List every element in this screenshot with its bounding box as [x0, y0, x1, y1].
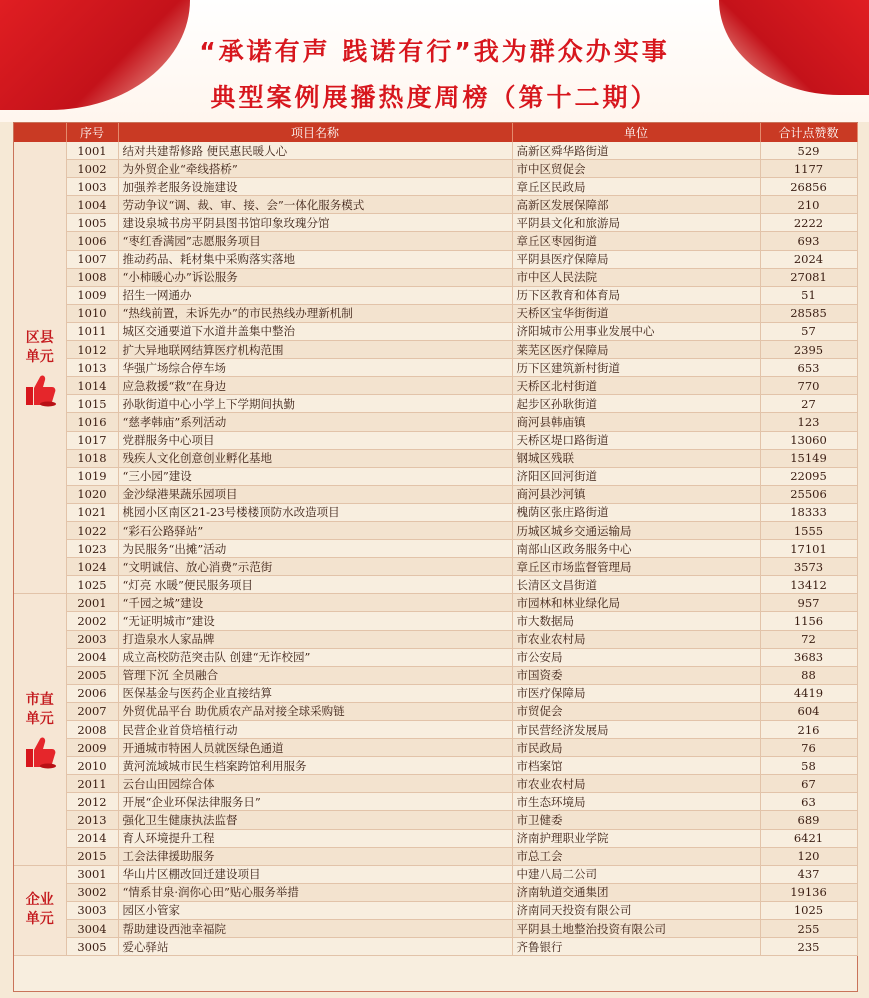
cell-project: 金沙绿港果蔬乐园项目 — [118, 485, 512, 503]
cell-seq: 2003 — [66, 630, 118, 648]
cell-unit: 市国资委 — [512, 666, 760, 684]
cell-seq: 1016 — [66, 413, 118, 431]
cell-seq: 2008 — [66, 721, 118, 739]
cell-likes: 17101 — [760, 540, 857, 558]
cell-unit: 章丘区民政局 — [512, 178, 760, 196]
table-row — [14, 250, 857, 268]
cell-seq: 3005 — [66, 938, 118, 956]
table-row — [14, 901, 857, 919]
cell-project: 劳动争议“调、裁、审、接、会”一体化服务模式 — [118, 196, 512, 214]
table-row — [14, 178, 857, 196]
cell-project: 党群服务中心项目 — [118, 431, 512, 449]
cell-likes: 22095 — [760, 467, 857, 485]
table-row — [14, 576, 857, 594]
cell-seq: 1006 — [66, 232, 118, 250]
cell-unit: 历城区城乡交通运输局 — [512, 521, 760, 539]
table-row — [14, 196, 857, 214]
table-row — [14, 648, 857, 666]
cell-likes: 27 — [760, 395, 857, 413]
cell-likes: 1156 — [760, 612, 857, 630]
group-label-cell — [14, 594, 66, 865]
cell-unit: 济南同天投资有限公司 — [512, 901, 760, 919]
cell-project: 建设泉城书房平阴县图书馆印象玫瑰分馆 — [118, 214, 512, 232]
cell-project: “慈孝韩庙”系列活动 — [118, 413, 512, 431]
cell-likes: 19136 — [760, 883, 857, 901]
cell-likes: 51 — [760, 286, 857, 304]
cell-likes: 2024 — [760, 250, 857, 268]
cell-seq: 1015 — [66, 395, 118, 413]
cell-likes: 235 — [760, 938, 857, 956]
cell-seq: 1025 — [66, 576, 118, 594]
cell-unit: 南部山区政务服务中心 — [512, 540, 760, 558]
cell-project: 城区交通要道下水道井盖集中整治 — [118, 322, 512, 340]
cell-seq: 1001 — [66, 142, 118, 160]
cell-seq: 2010 — [66, 757, 118, 775]
cell-unit: 莱芜区医疗保障局 — [512, 341, 760, 359]
table-row — [14, 739, 857, 757]
cell-unit: 市公安局 — [512, 648, 760, 666]
table-row — [14, 286, 857, 304]
cell-project: 华强广场综合停车场 — [118, 359, 512, 377]
group-label-cell — [14, 865, 66, 955]
cell-project: “情系甘泉·润你心田”贴心服务举措 — [118, 883, 512, 901]
cell-unit: 章丘区市场监督管理局 — [512, 558, 760, 576]
cell-unit: 市中区贸促会 — [512, 160, 760, 178]
cell-unit: 中建八局二公司 — [512, 865, 760, 883]
cell-project: 推动药品、耗材集中采购落实落地 — [118, 250, 512, 268]
cell-seq: 1021 — [66, 503, 118, 521]
cell-project: 强化卫生健康执法监督 — [118, 811, 512, 829]
cell-unit: 市民营经济发展局 — [512, 721, 760, 739]
cell-likes: 653 — [760, 359, 857, 377]
cell-project: 医保基金与医药企业直接结算 — [118, 684, 512, 702]
cell-project: 民营企业首贷培植行动 — [118, 721, 512, 739]
cell-project: “千园之城”建设 — [118, 594, 512, 612]
cell-likes: 2222 — [760, 214, 857, 232]
cell-project: 育人环境提升工程 — [118, 829, 512, 847]
cell-seq: 1018 — [66, 449, 118, 467]
cell-unit: 市卫健委 — [512, 811, 760, 829]
cell-project: “枣红香满园”志愿服务项目 — [118, 232, 512, 250]
table-row — [14, 540, 857, 558]
cell-likes: 210 — [760, 196, 857, 214]
cell-project: 为民服务“出摊”活动 — [118, 540, 512, 558]
cell-seq: 1013 — [66, 359, 118, 377]
cell-likes: 689 — [760, 811, 857, 829]
cell-likes: 13412 — [760, 576, 857, 594]
cell-project: 应急救援“救”在身边 — [118, 377, 512, 395]
cell-likes: 2395 — [760, 341, 857, 359]
thumbs-up-icon — [14, 373, 66, 407]
cell-seq: 3001 — [66, 865, 118, 883]
cell-project: 扩大异地联网结算医疗机构范围 — [118, 341, 512, 359]
cell-seq: 1009 — [66, 286, 118, 304]
table-row — [14, 684, 857, 702]
cell-seq: 2011 — [66, 775, 118, 793]
cell-project: 为外贸企业“牵线搭桥” — [118, 160, 512, 178]
page-title-line2: 典型案例展播热度周榜（第十二期） — [210, 83, 659, 112]
table-row — [14, 847, 857, 865]
table-row — [14, 395, 857, 413]
table-row — [14, 322, 857, 340]
cell-unit: 市中区人民法院 — [512, 268, 760, 286]
table-row — [14, 503, 857, 521]
table-row — [14, 467, 857, 485]
cell-project: 云台山田园综合体 — [118, 775, 512, 793]
cell-unit: 高新区舜华路街道 — [512, 142, 760, 160]
cell-project: “三小园”建设 — [118, 467, 512, 485]
table-row — [14, 666, 857, 684]
cell-likes: 3573 — [760, 558, 857, 576]
table-row — [14, 883, 857, 901]
cell-likes: 25506 — [760, 485, 857, 503]
cell-unit: 济阳城市公用事业发展中心 — [512, 322, 760, 340]
table-row — [14, 811, 857, 829]
cell-unit: 济南护理职业学院 — [512, 829, 760, 847]
cell-seq: 2002 — [66, 612, 118, 630]
cell-project: 帮助建设西池幸福院 — [118, 920, 512, 938]
cell-unit: 市园林和林业绿化局 — [512, 594, 760, 612]
cell-seq: 1017 — [66, 431, 118, 449]
cell-seq: 1024 — [66, 558, 118, 576]
table-row — [14, 630, 857, 648]
header-unit: 单位 — [512, 123, 760, 142]
table-row — [14, 142, 857, 160]
cell-seq: 2005 — [66, 666, 118, 684]
cell-likes: 72 — [760, 630, 857, 648]
cell-unit: 齐鲁银行 — [512, 938, 760, 956]
table-row — [14, 413, 857, 431]
cell-unit: 市生态环境局 — [512, 793, 760, 811]
ranking-table — [14, 123, 858, 956]
table-row — [14, 558, 857, 576]
cell-project: “小柿暖心办”诉讼服务 — [118, 268, 512, 286]
table-row — [14, 702, 857, 720]
cell-unit: 市农业农村局 — [512, 630, 760, 648]
cell-project: 华山片区棚改回迁建设项目 — [118, 865, 512, 883]
cell-project: 结对共建帮修路 便民惠民暖人心 — [118, 142, 512, 160]
cell-seq: 1023 — [66, 540, 118, 558]
cell-seq: 1014 — [66, 377, 118, 395]
cell-project: 黄河流域城市民生档案跨馆利用服务 — [118, 757, 512, 775]
table-row — [14, 485, 857, 503]
table-row — [14, 341, 857, 359]
table-body — [14, 142, 857, 956]
table-row — [14, 359, 857, 377]
cell-seq: 1012 — [66, 341, 118, 359]
cell-unit: 高新区发展保障部 — [512, 196, 760, 214]
cell-likes: 67 — [760, 775, 857, 793]
cell-seq: 1007 — [66, 250, 118, 268]
cell-unit: 市档案馆 — [512, 757, 760, 775]
cell-project: “文明诚信、放心消费”示范街 — [118, 558, 512, 576]
cell-likes: 693 — [760, 232, 857, 250]
cell-unit: 天桥区宝华街街道 — [512, 304, 760, 322]
cell-project: 招生一网通办 — [118, 286, 512, 304]
cell-seq: 2015 — [66, 847, 118, 865]
cell-project: “热线前置，未诉先办”的市民热线办理新机制 — [118, 304, 512, 322]
table-row — [14, 268, 857, 286]
cell-project: “灯亮 水暖”便民服务项目 — [118, 576, 512, 594]
page-header — [0, 0, 869, 122]
cell-unit: 天桥区堤口路街道 — [512, 431, 760, 449]
cell-project: 成立高校防范突击队 创建“无诈校园” — [118, 648, 512, 666]
cell-likes: 28585 — [760, 304, 857, 322]
cell-likes: 3683 — [760, 648, 857, 666]
cell-likes: 529 — [760, 142, 857, 160]
table-row — [14, 431, 857, 449]
cell-seq: 1003 — [66, 178, 118, 196]
table-row — [14, 521, 857, 539]
cell-likes: 6421 — [760, 829, 857, 847]
cell-seq: 1004 — [66, 196, 118, 214]
table-row — [14, 612, 857, 630]
page-title-line1: “承诺有声 践诺有行”我为群众办实事 — [199, 37, 670, 66]
table-row — [14, 214, 857, 232]
cell-unit: 长清区文昌街道 — [512, 576, 760, 594]
cell-unit: 平阴县文化和旅游局 — [512, 214, 760, 232]
cell-project: 加强养老服务设施建设 — [118, 178, 512, 196]
cell-unit: 历下区教育和体育局 — [512, 286, 760, 304]
cell-unit: 商河县韩庙镇 — [512, 413, 760, 431]
cell-project: 爱心驿站 — [118, 938, 512, 956]
table-row — [14, 377, 857, 395]
cell-project: 残疾人文化创意创业孵化基地 — [118, 449, 512, 467]
header-project: 项目名称 — [118, 123, 512, 142]
cell-unit: 济南轨道交通集团 — [512, 883, 760, 901]
cell-likes: 1177 — [760, 160, 857, 178]
cell-project: 开通城市特困人员就医绿色通道 — [118, 739, 512, 757]
header-group — [14, 123, 66, 142]
cell-likes: 4419 — [760, 684, 857, 702]
cell-seq: 1011 — [66, 322, 118, 340]
cell-project: 开展“企业环保法律服务日” — [118, 793, 512, 811]
table-row — [14, 721, 857, 739]
cell-seq: 2012 — [66, 793, 118, 811]
cell-likes: 13060 — [760, 431, 857, 449]
cell-unit: 济阳区回河街道 — [512, 467, 760, 485]
cell-seq: 3003 — [66, 901, 118, 919]
cell-unit: 天桥区北村街道 — [512, 377, 760, 395]
cell-likes: 88 — [760, 666, 857, 684]
table-row — [14, 304, 857, 322]
cell-likes: 255 — [760, 920, 857, 938]
cell-seq: 2004 — [66, 648, 118, 666]
cell-seq: 3002 — [66, 883, 118, 901]
cell-unit: 市农业农村局 — [512, 775, 760, 793]
cell-seq: 2007 — [66, 702, 118, 720]
cell-likes: 957 — [760, 594, 857, 612]
table-row — [14, 775, 857, 793]
cell-seq: 2013 — [66, 811, 118, 829]
group-label: 市直单元 — [25, 691, 54, 727]
ranking-table-container — [13, 122, 858, 992]
cell-likes: 1555 — [760, 521, 857, 539]
cell-seq: 2001 — [66, 594, 118, 612]
table-row — [14, 232, 857, 250]
table-row — [14, 829, 857, 847]
cell-seq: 1005 — [66, 214, 118, 232]
cell-likes: 770 — [760, 377, 857, 395]
group-label: 区县单元 — [25, 329, 54, 365]
table-row — [14, 594, 857, 612]
cell-likes: 120 — [760, 847, 857, 865]
cell-seq: 3004 — [66, 920, 118, 938]
cell-unit: 市大数据局 — [512, 612, 760, 630]
cell-project: 孙耿街道中心小学上下学期间执勤 — [118, 395, 512, 413]
cell-project: 桃园小区南区21-23号楼楼顶防水改造项目 — [118, 503, 512, 521]
cell-unit: 市医疗保障局 — [512, 684, 760, 702]
table-header-row — [14, 123, 857, 142]
cell-likes: 1025 — [760, 901, 857, 919]
cell-project: 外贸优品平台 助优质农产品对接全球采购链 — [118, 702, 512, 720]
cell-seq: 1010 — [66, 304, 118, 322]
cell-likes: 437 — [760, 865, 857, 883]
cell-unit: 钢城区残联 — [512, 449, 760, 467]
table-row — [14, 865, 857, 883]
cell-likes: 123 — [760, 413, 857, 431]
table-row — [14, 160, 857, 178]
table-row — [14, 938, 857, 956]
cell-likes: 76 — [760, 739, 857, 757]
header-seq: 序号 — [66, 123, 118, 142]
cell-unit: 平阴县土地整治投资有限公司 — [512, 920, 760, 938]
cell-project: 管理下沉 全员融合 — [118, 666, 512, 684]
cell-project: 园区小管家 — [118, 901, 512, 919]
cell-likes: 26856 — [760, 178, 857, 196]
table-row — [14, 449, 857, 467]
cell-seq: 1020 — [66, 485, 118, 503]
cell-seq: 1022 — [66, 521, 118, 539]
cell-project: “彩石公路驿站” — [118, 521, 512, 539]
cell-unit: 起步区孙耿街道 — [512, 395, 760, 413]
table-row — [14, 757, 857, 775]
cell-seq: 1002 — [66, 160, 118, 178]
table-row — [14, 920, 857, 938]
cell-unit: 市民政局 — [512, 739, 760, 757]
cell-likes: 27081 — [760, 268, 857, 286]
thumbs-up-icon — [14, 735, 66, 769]
cell-unit: 章丘区枣园街道 — [512, 232, 760, 250]
cell-likes: 58 — [760, 757, 857, 775]
cell-unit: 槐荫区张庄路街道 — [512, 503, 760, 521]
cell-likes: 57 — [760, 322, 857, 340]
cell-seq: 2009 — [66, 739, 118, 757]
cell-project: 打造泉水人家品牌 — [118, 630, 512, 648]
cell-unit: 市贸促会 — [512, 702, 760, 720]
cell-likes: 216 — [760, 721, 857, 739]
cell-unit: 市总工会 — [512, 847, 760, 865]
cell-unit: 历下区建筑新村街道 — [512, 359, 760, 377]
cell-project: “无证明城市”建设 — [118, 612, 512, 630]
cell-likes: 15149 — [760, 449, 857, 467]
group-label: 企业单元 — [25, 892, 54, 928]
cell-unit: 商河县沙河镇 — [512, 485, 760, 503]
header-likes: 合计点赞数 — [760, 123, 857, 142]
cell-seq: 1019 — [66, 467, 118, 485]
cell-project: 工会法律援助服务 — [118, 847, 512, 865]
group-label-cell — [14, 142, 66, 594]
table-row — [14, 793, 857, 811]
cell-likes: 63 — [760, 793, 857, 811]
cell-likes: 18333 — [760, 503, 857, 521]
cell-unit: 平阴县医疗保障局 — [512, 250, 760, 268]
cell-seq: 2006 — [66, 684, 118, 702]
cell-seq: 1008 — [66, 268, 118, 286]
cell-likes: 604 — [760, 702, 857, 720]
cell-seq: 2014 — [66, 829, 118, 847]
